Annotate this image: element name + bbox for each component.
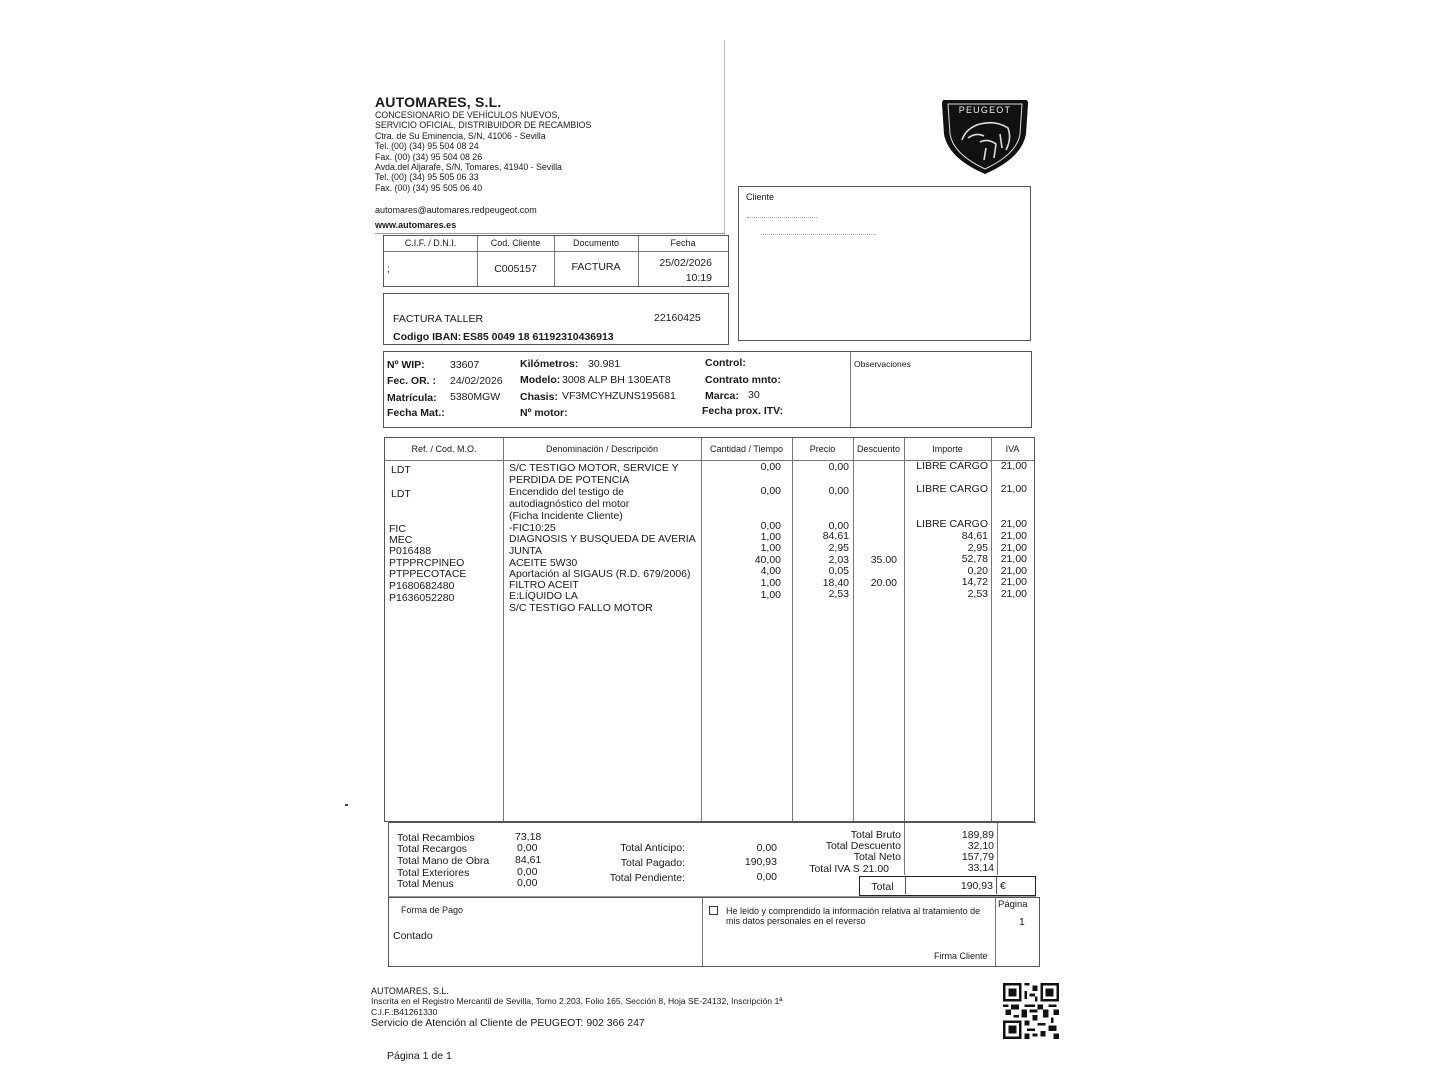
total-menus-value: 0,00 (517, 877, 538, 889)
row-amount: 2,95 (967, 542, 988, 554)
currency-symbol: € (1000, 880, 1006, 892)
row-iva: 21,00 (1000, 460, 1027, 472)
row-price: 84,61 (822, 530, 849, 542)
company-line: Tel. (00) (34) 95 504 08 24 (375, 141, 479, 152)
footer-company: AUTOMARES, S.L. (371, 986, 449, 996)
control-label: Control: (705, 357, 746, 369)
divider (724, 40, 725, 235)
company-line: CONCESIONARIO DE VEHÍCULOS NUEVOS, (375, 110, 560, 120)
matricula-label: Matrícula: (387, 392, 437, 404)
column-header-cif: C.I.F. / D.N.I. (404, 238, 457, 248)
consent-text: He leido y comprendido la información relativa al tratamiento de (726, 906, 981, 916)
footer-support: Servicio de Atención al Cliente de PEUGEOT: 902 366 247 (371, 1017, 645, 1029)
firma-cliente-label: Firma Cliente (934, 951, 988, 961)
fecha-mat-label: Fecha Mat.: (387, 407, 445, 419)
total-anticipo-value: 0,00 (756, 842, 777, 854)
company-line: Fax. (00) (34) 95 505 06 40 (375, 182, 483, 193)
observaciones-label: Observaciones (854, 359, 911, 369)
cif-value: ; (387, 263, 390, 275)
divider (375, 233, 725, 234)
total-descuento-label: Total Descuento (825, 840, 901, 852)
matricula-value: 5380MGW (450, 391, 501, 403)
column-header-importe: Importe (932, 444, 963, 454)
row-desc: E:LÍQUIDO LA (509, 590, 578, 602)
total-pagado-label: Total Pagado: (620, 857, 685, 869)
row-discount: 20.00 (870, 577, 897, 589)
fec-or-value: 24/02/2026 (450, 375, 503, 387)
company-address-block (375, 110, 591, 193)
row-price: 2,03 (828, 554, 849, 566)
column-header-iva: IVA (1005, 444, 1020, 454)
row-amount: 84,61 (961, 530, 988, 542)
privacy-consent-checkbox[interactable] (709, 906, 718, 915)
column-header-documento: Documento (572, 238, 620, 248)
row-iva: 21,00 (1000, 542, 1027, 554)
row-amount: 14,72 (961, 576, 988, 588)
peugeot-logo-icon (940, 98, 1030, 176)
forma-pago-label: Forma de Pago (401, 905, 464, 915)
divider (503, 438, 504, 821)
row-price: 2,95 (828, 542, 849, 554)
row-price: 2,53 (828, 588, 849, 600)
row-qty: 1,00 (760, 542, 781, 554)
row-ref: P1680682480 (389, 580, 455, 592)
row-iva: 21,00 (1000, 483, 1027, 495)
row-ref: PTPPECOTACE (389, 568, 467, 580)
km-value: 30.981 (588, 358, 621, 370)
row-iva: 21,00 (1000, 588, 1027, 600)
redacted-client-address (761, 234, 876, 237)
total-bruto-label: Total Bruto (850, 829, 901, 841)
row-ref: MEC (389, 534, 413, 546)
total-neto-value: 157,79 (961, 851, 994, 863)
row-iva: 21,00 (1000, 576, 1027, 588)
column-header-descripcion: Denominación / Descripción (545, 444, 659, 454)
row-iva: 21,00 (1000, 530, 1027, 542)
total-pagado-value: 190,93 (744, 856, 777, 868)
row-price: 0,05 (828, 565, 849, 577)
iban-value: ES85 0049 18 61192310436913 (463, 331, 614, 343)
total-bruto-value: 189,89 (961, 829, 994, 841)
divider (850, 352, 851, 427)
total-recargos-label: Total Recargos (397, 843, 468, 855)
divider (997, 823, 998, 875)
row-ref: LDT (391, 464, 411, 476)
iban-label: Codigo IBAN: (393, 331, 462, 343)
total-pendiente-value: 0,00 (756, 871, 777, 883)
row-amount: LIBRE CARGO (916, 460, 988, 472)
total-iva-value: 33,14 (967, 862, 994, 874)
row-desc: -FIC10:25 (509, 522, 556, 534)
company-website[interactable]: www.automares.es (375, 220, 457, 230)
fecha-value: 25/02/2026 (659, 257, 712, 269)
vehicle-info-box (383, 351, 1032, 428)
row-amount: 2,53 (967, 588, 988, 600)
row-ref: P1636052280 (389, 592, 455, 604)
row-qty: 1,00 (760, 589, 781, 601)
row-price: 18,40 (822, 577, 849, 589)
total-anticipo-label: Total Anticipo: (620, 842, 685, 854)
total-exteriores-value: 0,00 (517, 866, 538, 878)
row-desc: autodiagnóstico del motor (509, 498, 630, 510)
total-recargos-value: 0,00 (517, 842, 538, 854)
column-header-precio: Precio (809, 444, 836, 454)
row-desc: S/C TESTIGO MOTOR, SERVICE Y (509, 462, 679, 474)
total-descuento-value: 32,10 (967, 840, 994, 852)
footer-registry: Inscrita en el Registro Mercantil de Sevilla, Tomo 2.203, Folio 165, Sección 8, Hoja SE-24132, Inscripción 1ª (371, 996, 783, 1006)
total-neto-label: Total Neto (853, 851, 901, 863)
row-desc: PERDIDA DE POTENCIA (509, 474, 630, 486)
modelo-label: Modelo: (520, 374, 561, 386)
row-desc: ACEITE 5W30 (509, 557, 578, 569)
line-items-table (384, 437, 1035, 822)
svg-text:PEUGEOT: PEUGEOT (958, 105, 1012, 115)
divider (384, 251, 728, 252)
column-header-descuento: Descuento (856, 444, 901, 454)
total-pendiente-label: Total Pendiente: (609, 872, 685, 884)
grand-total-value: 190,93 (960, 880, 993, 892)
row-desc: JUNTA (509, 545, 543, 557)
client-label: Cliente (746, 192, 775, 202)
documento-value: FACTURA (571, 261, 621, 273)
modelo-value: 3008 ALP BH 130EAT8 (562, 374, 671, 386)
km-label: Kilómetros: (520, 358, 579, 370)
totals-section (388, 822, 1036, 897)
pagina-label: Página (998, 899, 1028, 910)
total-mano-obra-label: Total Mano de Obra (397, 855, 490, 867)
row-qty: 1,00 (760, 577, 781, 589)
qr-code-icon (1003, 983, 1059, 1039)
total-recambios-value: 73,18 (515, 831, 542, 843)
row-qty: 4,00 (760, 565, 781, 577)
row-qty: 0,00 (760, 461, 781, 473)
hora-value: 10:19 (685, 272, 712, 284)
total-exteriores-label: Total Exteriores (397, 867, 470, 879)
divider (996, 877, 997, 894)
divider (702, 898, 703, 966)
row-desc: Aportación al SIGAUS (R.D. 679/2006) (509, 568, 691, 580)
row-desc: FILTRO ACEIT (509, 579, 579, 591)
row-iva: 21,00 (1000, 518, 1027, 530)
row-ref: LDT (391, 488, 411, 500)
total-iva-label: Total IVA S 21.00 (809, 863, 889, 875)
total-mano-obra-value: 84,61 (515, 854, 542, 866)
row-discount: 35.00 (870, 554, 897, 566)
row-desc: Encendido del testigo de (509, 486, 625, 498)
footer-cif: C.I.F.:B41261330 (371, 1007, 438, 1017)
company-name: AUTOMARES, S.L. (375, 94, 502, 110)
pagina-value: 1 (1019, 916, 1025, 928)
grand-total-box (859, 876, 1036, 896)
row-ref: PTPPRCPINEO (389, 557, 465, 569)
row-qty: 0,00 (760, 520, 781, 532)
company-email[interactable]: automares@automares.redpeugeot.com (375, 205, 537, 215)
client-box (738, 186, 1031, 341)
invoice-number: 22160425 (654, 312, 701, 324)
row-iva: 21,00 (1000, 553, 1027, 565)
row-price: 0,00 (828, 485, 849, 497)
scan-artifact (345, 804, 348, 806)
consent-text: mis datos personales en el reverso (726, 916, 866, 926)
row-amount: LIBRE CARGO (916, 483, 988, 495)
wip-label: Nº WIP: (387, 359, 425, 371)
fec-or-label: Fec. OR. : (387, 375, 437, 387)
document-header-table (383, 235, 729, 287)
company-line: Tel. (00) (34) 95 505 06 33 (375, 172, 479, 183)
marca-label: Marca: (705, 390, 739, 402)
row-desc: DIAGNOSIS Y BUSQUEDA DE AVERIA (509, 533, 696, 545)
total-recambios-label: Total Recambios (397, 832, 475, 844)
motor-label: Nº motor: (520, 407, 568, 419)
row-qty: 1,00 (760, 531, 781, 543)
page-indicator: Página 1 de 1 (387, 1050, 452, 1062)
row-amount: 0,20 (967, 565, 988, 577)
grand-total-label: Total (871, 881, 894, 893)
chasis-value: VF3MCYHZUNS195681 (562, 390, 676, 402)
itv-label: Fecha prox. ITV: (702, 405, 784, 417)
total-menus-label: Total Menus (397, 878, 454, 890)
company-line: Avda.del Aljarafe, S/N. Tomares, 41940 - Sevilla (375, 162, 562, 173)
row-desc: S/C TESTIGO FALLO MOTOR (509, 602, 653, 614)
row-amount: LIBRE CARGO (916, 518, 988, 530)
company-line: Ctra. de Su Eminencia, S/N, 41006 - Sevilla (375, 130, 546, 141)
row-desc: (Ficha Incidente Cliente) (509, 510, 623, 522)
redacted-client-name (747, 217, 817, 220)
company-line: Fax. (00) (34) 95 504 08 26 (375, 151, 483, 162)
forma-pago-value: Contado (393, 930, 433, 942)
chasis-label: Chasis: (520, 391, 558, 403)
payment-signature-box (388, 897, 1040, 967)
row-qty: 0,00 (760, 485, 781, 497)
column-header-ref: Ref. / Cod. M.O. (411, 444, 477, 454)
row-iva: 21,00 (1000, 565, 1027, 577)
row-price: 0,00 (828, 520, 849, 532)
row-ref: P016488 (389, 545, 432, 557)
row-ref: FIC (389, 523, 406, 535)
row-qty: 40,00 (754, 554, 781, 566)
column-header-cod-cliente: Cod. Cliente (490, 238, 541, 248)
column-header-cantidad: Cantidad / Tiempo (709, 444, 784, 454)
company-line: SERVICIO OFICIAL, DISTRIBUIDOR DE RECAMBIOS (375, 120, 592, 131)
divider (995, 898, 996, 966)
divider (853, 438, 854, 821)
row-amount: 52,78 (961, 553, 988, 565)
invoice-type: FACTURA TALLER (393, 313, 484, 325)
marca-value: 30 (748, 389, 760, 401)
column-header-fecha: Fecha (670, 238, 696, 248)
row-price: 0,00 (828, 461, 849, 473)
invoice-info-box (383, 293, 729, 345)
cod-cliente-value: C005157 (494, 263, 537, 275)
wip-value: 33607 (450, 359, 480, 371)
contrato-label: Contrato mnto: (705, 374, 781, 386)
